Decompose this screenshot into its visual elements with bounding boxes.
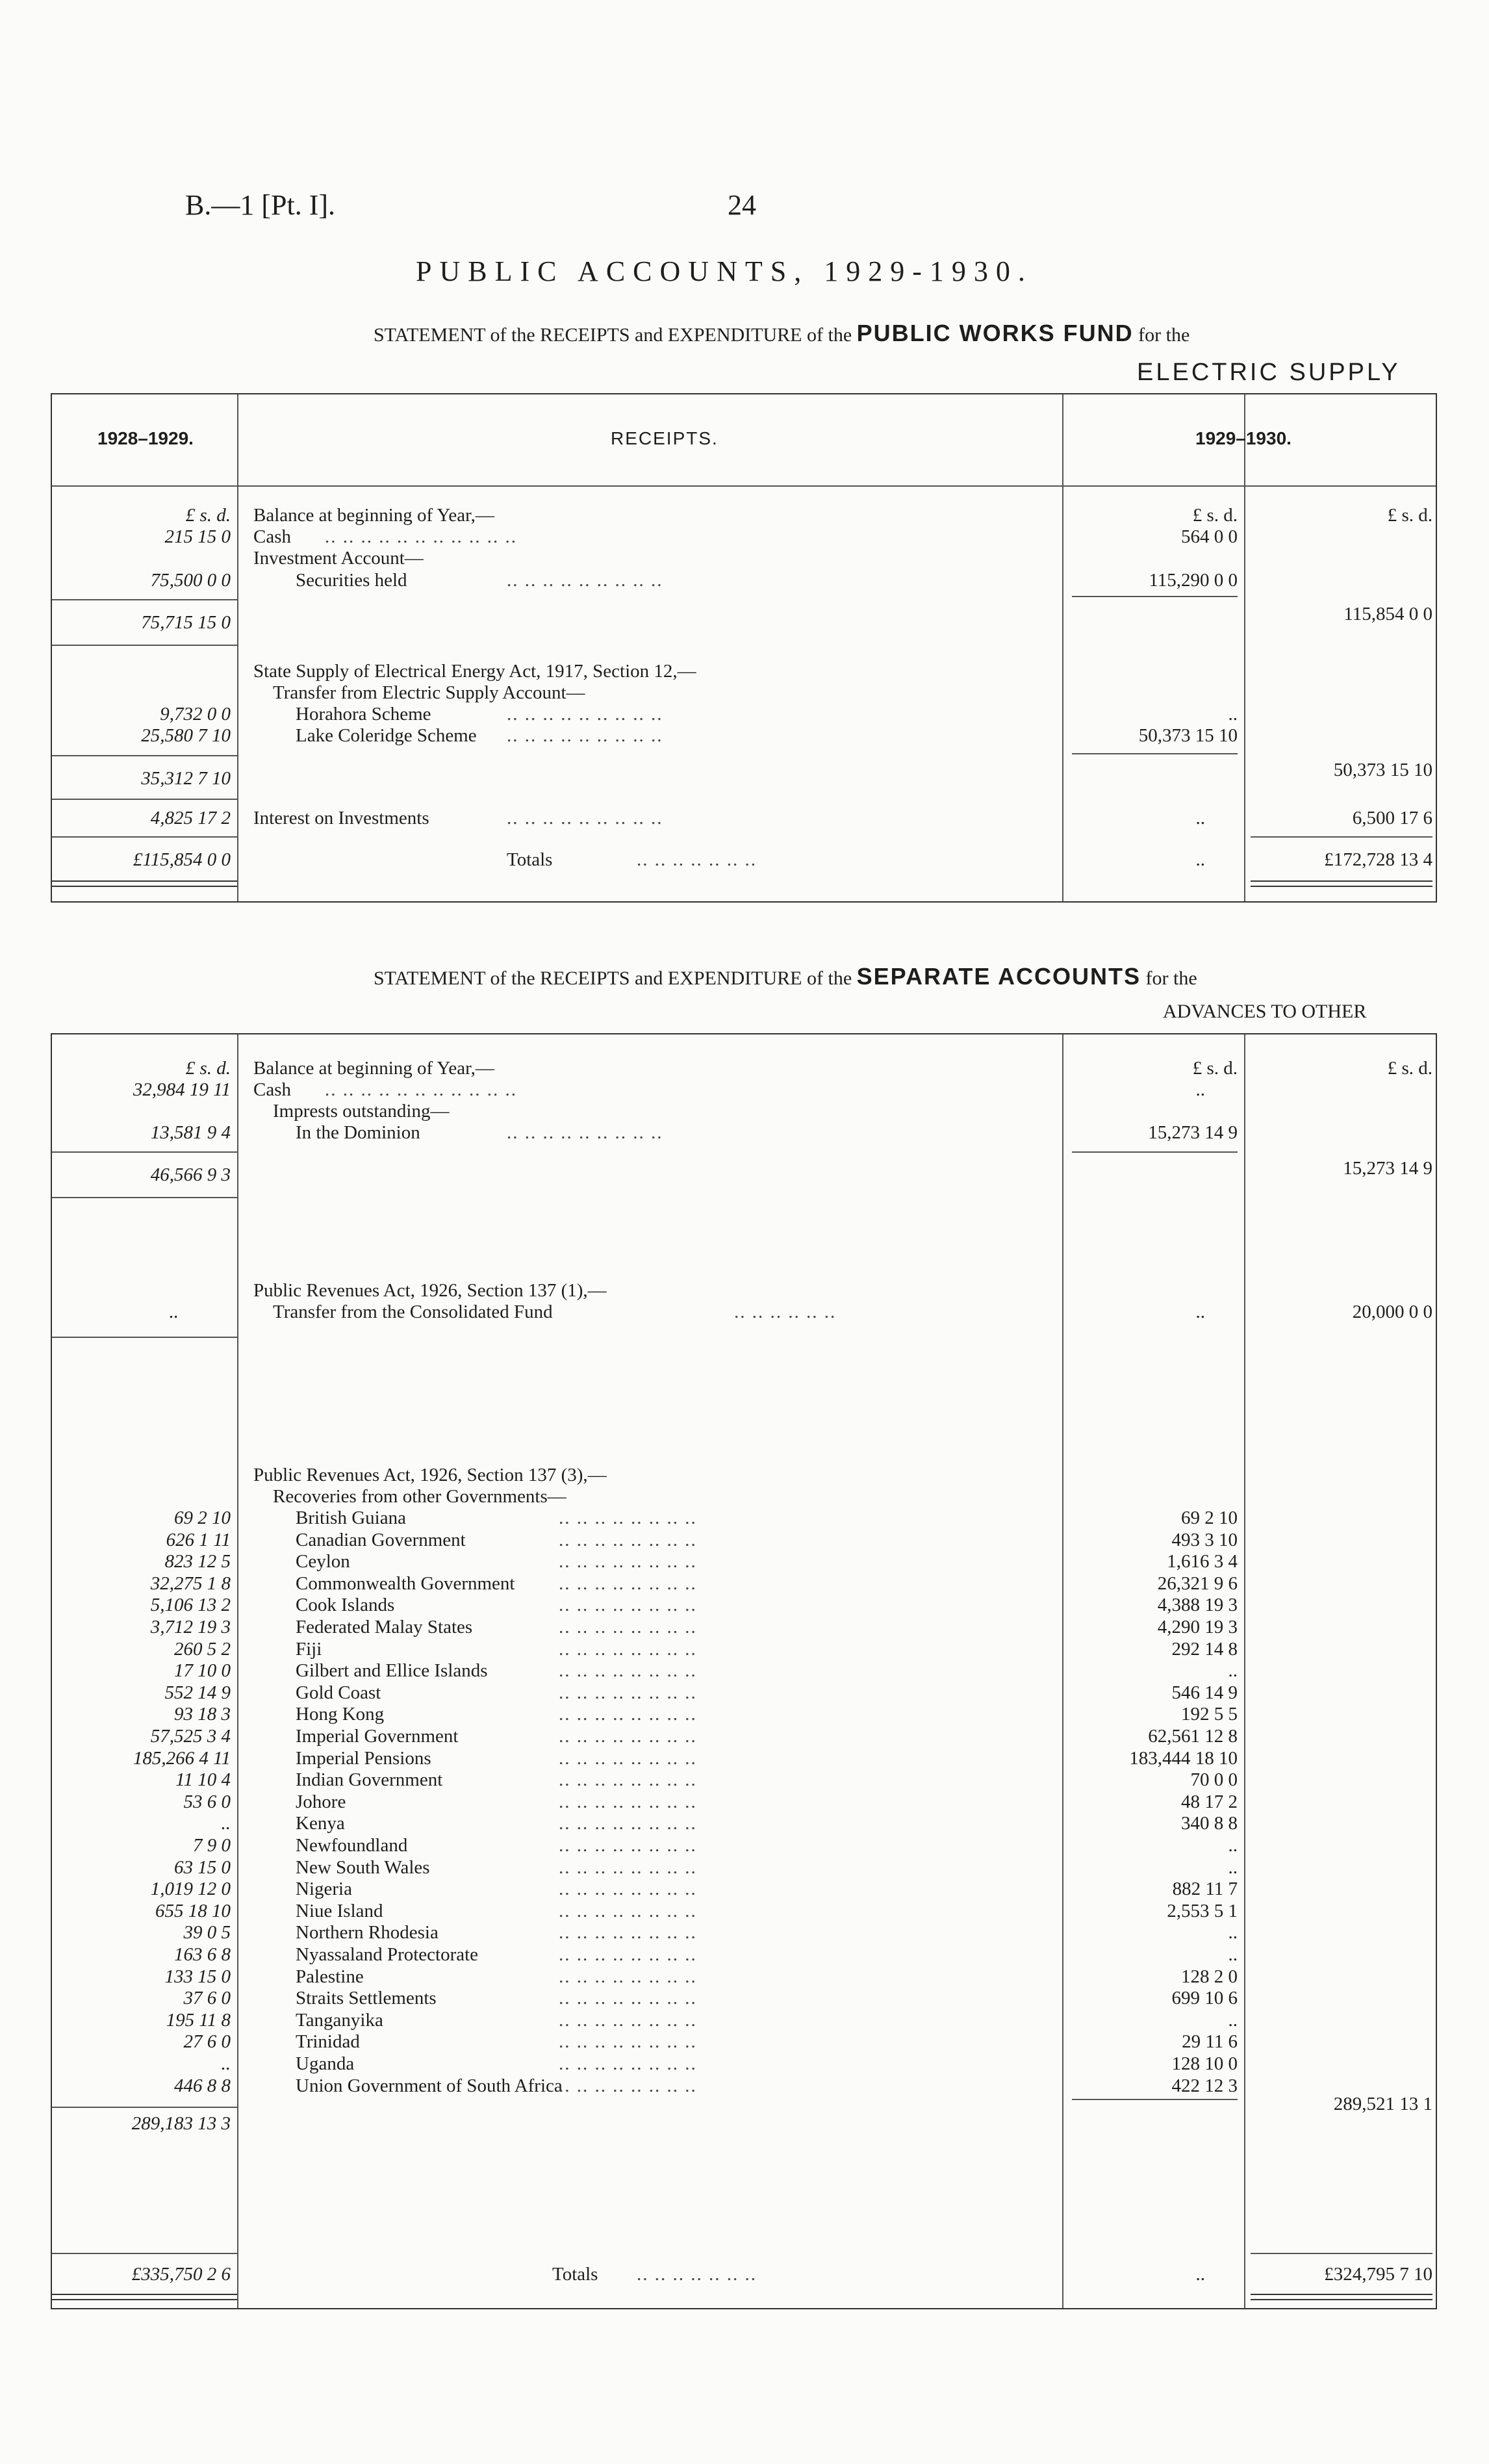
recovery-prev-value: 39 0 5 — [183, 1922, 231, 1943]
statement1-totals-prev: £115,854 0 0 — [133, 849, 231, 870]
statement1-col-curr-year: 1929–1930. — [1195, 428, 1292, 448]
recovery-prev-value: 823 12 5 — [164, 1551, 231, 1572]
leader-dots: .. .. .. .. .. .. .. .. — [559, 1530, 697, 1550]
leader-dots: .. .. .. .. .. .. .. .. — [559, 1988, 697, 2008]
leader-dots: .. .. .. .. .. .. .. .. — [559, 1660, 697, 1681]
leader-dots: .. .. .. .. .. .. .. .. .. — [507, 1122, 663, 1143]
leader-dots: .. .. .. .. .. .. .. .. — [559, 1791, 697, 1812]
statement1-interest-prev: 4,825 17 2 — [150, 808, 231, 828]
leader-dots: .. .. .. .. .. .. .. .. — [559, 1682, 697, 1703]
recovery-government-name: Federated Malay States — [296, 1617, 473, 1637]
statement1-unit-prev: £ s. d. — [185, 505, 231, 526]
recovery-government-name: Ceylon — [296, 1551, 350, 1572]
statement1-horahora-label: Horahora Scheme — [296, 704, 431, 725]
recovery-government-name: Union Government of South Africa — [296, 2075, 563, 2096]
statement1-coleridge-cur: 50,373 15 10 — [1138, 725, 1238, 746]
recovery-cur-value: .. — [1228, 1922, 1238, 1943]
leader-dots: .. .. .. .. .. .. .. .. — [559, 2053, 697, 2074]
recovery-government-name: Canadian Government — [296, 1530, 466, 1550]
statement1-interest-cur-a: .. — [1195, 808, 1205, 828]
statement2-totals-label: Totals — [552, 2264, 598, 2285]
recovery-cur-value: .. — [1228, 1835, 1238, 1856]
recovery-prev-value: 37 6 0 — [183, 1988, 231, 2008]
statement1-subtitle: ELECTRIC SUPPLY — [1137, 359, 1401, 386]
leader-dots: .. .. .. .. .. .. .. .. — [559, 1857, 697, 1878]
leader-dots: .. .. .. .. .. .. .. .. — [559, 1944, 697, 1965]
recovery-cur-value: 4,388 19 3 — [1157, 1595, 1238, 1615]
recovery-prev-value: 260 5 2 — [174, 1639, 231, 1660]
statement1-cash-cur: 564 0 0 — [1181, 526, 1238, 547]
recovery-cur-value: 26,321 9 6 — [1157, 1573, 1238, 1594]
leader-dots: .. .. .. .. .. .. .. .. — [559, 1595, 697, 1615]
statement2-act3-heading: Public Revenues Act, 1926, Section 137 (3),— — [253, 1465, 607, 1485]
statement1-horahora-prev: 9,732 0 0 — [160, 704, 231, 725]
statement1-totals-cur-b: £172,728 13 4 — [1324, 849, 1432, 870]
statement2-totals-cur-b: £324,795 7 10 — [1324, 2264, 1432, 2285]
recovery-cur-value: 1,616 3 4 — [1167, 1551, 1238, 1572]
statement2-balance-heading: Balance at beginning of Year,— — [253, 1058, 494, 1079]
recovery-government-name: Cook Islands — [296, 1595, 395, 1615]
statement2-intro-plain: STATEMENT of the RECEIPTS and EXPENDITURE of the — [374, 968, 852, 989]
recovery-government-name: Fiji — [296, 1639, 322, 1660]
recovery-prev-value: 185,266 4 11 — [133, 1748, 231, 1769]
statement2-balance-total-cur: 15,273 14 9 — [1343, 1158, 1432, 1179]
recovery-government-name: Commonwealth Government — [296, 1573, 515, 1594]
statement2-intro — [374, 963, 1197, 990]
recovery-cur-value: 882 11 7 — [1172, 1879, 1238, 1899]
leader-dots: .. .. .. .. .. .. .. .. .. — [507, 725, 663, 746]
leader-dots: .. .. .. .. .. .. .. .. — [559, 1726, 697, 1747]
recovery-prev-value: 27 6 0 — [183, 2031, 231, 2052]
statement1-cash-prev: 215 15 0 — [164, 526, 231, 547]
recovery-government-name: Indian Government — [296, 1769, 443, 1790]
recovery-government-name: Newfoundland — [296, 1835, 408, 1856]
page-number: 24 — [728, 189, 756, 221]
recovery-government-name: Kenya — [296, 1813, 345, 1834]
recovery-cur-value: 699 10 6 — [1171, 1988, 1238, 2008]
recovery-cur-value: 70 0 0 — [1190, 1769, 1238, 1790]
statement1-act-total-cur: 50,373 15 10 — [1333, 760, 1432, 780]
leader-dots: .. .. .. .. .. .. .. .. — [559, 2031, 697, 2052]
recovery-cur-value: 192 5 5 — [1181, 1704, 1238, 1725]
recovery-government-name: Palestine — [296, 1966, 364, 1987]
statement2-cash-prev: 32,984 19 11 — [133, 1079, 231, 1100]
statement1-coleridge-prev: 25,580 7 10 — [141, 725, 231, 746]
recovery-prev-value: 195 11 8 — [166, 2010, 231, 2031]
recovery-prev-value: 5,106 13 2 — [150, 1595, 231, 1615]
statement2-act1-prev: .. — [169, 1302, 179, 1322]
recovery-government-name: Niue Island — [296, 1901, 383, 1921]
statement2-unit-cur-b: £ s. d. — [1387, 1058, 1432, 1079]
statement1-transfer-label: Transfer from Electric Supply Account— — [273, 682, 585, 703]
statement2-account-name: SEPARATE ACCOUNTS — [856, 963, 1141, 990]
statement1-securities-label: Securities held — [296, 570, 407, 591]
statement2-recoveries-subtotal-prev: 289,183 13 3 — [131, 2113, 231, 2134]
statement2-act1-transfer-label: Transfer from the Consolidated Fund — [273, 1302, 553, 1322]
recovery-cur-value: 183,444 18 10 — [1129, 1748, 1238, 1769]
recovery-government-name: Nigeria — [296, 1879, 352, 1899]
series-reference: B.—1 [Pt. I]. — [185, 189, 335, 221]
statement1-table — [51, 393, 1437, 903]
recovery-prev-value: .. — [221, 2053, 231, 2074]
recovery-prev-value: 69 2 10 — [174, 1508, 231, 1528]
recovery-cur-value: 2,553 5 1 — [1167, 1901, 1238, 1921]
leader-dots: .. .. .. .. .. .. .. .. — [559, 1704, 697, 1725]
statement2-intro-tail: for the — [1145, 968, 1197, 989]
statement2-totals-cur-a: .. — [1195, 2264, 1205, 2285]
leader-dots: .. .. .. .. .. .. .. .. — [559, 1879, 697, 1899]
recovery-prev-value: 3,712 19 3 — [150, 1617, 231, 1637]
leader-dots: .. .. .. .. .. .. .. .. — [559, 1748, 697, 1769]
recovery-cur-value: 340 8 8 — [1181, 1813, 1238, 1834]
leader-dots: .. .. .. .. .. .. .. — [637, 2264, 757, 2285]
recovery-government-name: New South Wales — [296, 1857, 430, 1878]
statement1-intro-plain: STATEMENT of the RECEIPTS and EXPENDITURE of the — [374, 324, 852, 346]
recovery-government-name: Imperial Government — [296, 1726, 459, 1747]
recovery-cur-value: .. — [1228, 1660, 1238, 1681]
recovery-cur-value: 292 14 8 — [1171, 1639, 1238, 1660]
statement2-cash-cur: .. — [1195, 1079, 1205, 1100]
recovery-prev-value: 63 15 0 — [174, 1857, 231, 1878]
recovery-cur-value: 69 2 10 — [1181, 1508, 1238, 1528]
leader-dots: .. .. .. .. .. .. .. .. — [559, 2010, 697, 2031]
recovery-prev-value: 11 10 4 — [175, 1769, 231, 1790]
statement2-balance-subtotal-prev: 46,566 9 3 — [150, 1164, 231, 1185]
recovery-cur-value: 4,290 19 3 — [1157, 1617, 1238, 1637]
statement1-act-heading: State Supply of Electrical Energy Act, 1917, Section 12,— — [253, 661, 696, 682]
leader-dots: .. .. .. .. .. .. .. .. — [559, 1617, 697, 1637]
leader-dots: .. .. .. .. .. .. .. .. — [559, 1901, 697, 1921]
recovery-government-name: Nyassaland Protectorate — [296, 1944, 479, 1965]
statement2-dominion-prev: 13,581 9 4 — [150, 1122, 231, 1143]
recovery-prev-value: 17 10 0 — [174, 1660, 231, 1681]
statement2-act1-cur-b: 20,000 0 0 — [1352, 1302, 1432, 1322]
leader-dots: .. .. .. .. .. .. .. .. .. — [507, 570, 663, 591]
recovery-prev-value: 446 8 8 — [174, 2075, 231, 2096]
leader-dots: .. .. .. .. .. .. .. .. — [559, 1922, 697, 1943]
statement1-unit-cur-a: £ s. d. — [1192, 505, 1238, 526]
statement1-col-receipts: RECEIPTS. — [611, 428, 719, 448]
recovery-prev-value: 655 18 10 — [155, 1901, 231, 1921]
statement2-recoveries-total-cur: 289,521 13 1 — [1333, 2094, 1432, 2114]
statement1-securities-prev: 75,500 0 0 — [150, 570, 231, 591]
recovery-prev-value: 53 6 0 — [183, 1791, 231, 1812]
statement2-act1-cur-a: .. — [1195, 1302, 1205, 1322]
recovery-prev-value: .. — [221, 1813, 231, 1834]
recovery-cur-value: 422 12 3 — [1171, 2075, 1238, 2096]
statement2-act1-heading: Public Revenues Act, 1926, Section 137 (1),— — [253, 1280, 607, 1301]
statement1-col-prev-year: 1928–1929. — [97, 428, 194, 448]
recovery-prev-value: 32,275 1 8 — [150, 1573, 231, 1594]
recovery-cur-value: 128 10 0 — [1171, 2053, 1238, 2074]
leader-dots: .. .. .. .. .. .. .. .. — [559, 1835, 697, 1856]
leader-dots: .. .. .. .. .. .. .. .. — [559, 1551, 697, 1572]
statement2-imprests-label: Imprests outstanding— — [273, 1101, 450, 1122]
statement1-coleridge-label: Lake Coleridge Scheme — [296, 725, 477, 746]
recovery-prev-value: 626 1 11 — [166, 1530, 231, 1550]
statement1-balance-heading: Balance at beginning of Year,— — [253, 505, 494, 526]
recovery-cur-value: 29 11 6 — [1182, 2031, 1238, 2052]
recovery-cur-value: 62,561 12 8 — [1148, 1726, 1238, 1747]
statement2-dominion-cur: 15,273 14 9 — [1148, 1122, 1238, 1143]
recovery-government-name: Tanganyika — [296, 2010, 383, 2031]
statement1-unit-cur-b: £ s. d. — [1387, 505, 1432, 526]
statement1-balance-total-cur: 115,854 0 0 — [1343, 604, 1432, 624]
statement1-cash-label: Cash — [253, 526, 291, 547]
leader-dots: .. .. .. .. .. .. .. .. — [559, 1813, 697, 1834]
statement2-table — [51, 1033, 1437, 2309]
recovery-government-name: Johore — [296, 1791, 346, 1812]
recovery-cur-value: 493 3 10 — [1171, 1530, 1238, 1550]
statement2-unit-cur-a: £ s. d. — [1192, 1058, 1238, 1079]
recovery-prev-value: 552 14 9 — [164, 1682, 231, 1703]
recovery-cur-value: 128 2 0 — [1181, 1966, 1238, 1987]
leader-dots: .. .. .. .. .. .. .. .. .. .. .. — [325, 526, 517, 547]
recovery-cur-value: .. — [1228, 1857, 1238, 1878]
leader-dots: .. .. .. .. .. .. .. .. .. .. .. — [325, 1079, 517, 1100]
leader-dots: .. .. .. .. .. .. — [734, 1302, 837, 1322]
statement2-unit-prev: £ s. d. — [185, 1058, 231, 1079]
leader-dots: .. .. .. .. .. .. .. .. — [559, 1639, 697, 1660]
leader-dots: .. .. .. .. .. .. .. — [637, 849, 757, 870]
statement2-subtitle: ADVANCES TO OTHER — [1163, 1001, 1367, 1022]
statement1-totals-label: Totals — [507, 849, 553, 870]
recovery-prev-value: 1,019 12 0 — [150, 1879, 231, 1899]
recovery-prev-value: 133 15 0 — [164, 1966, 231, 1987]
statement1-interest-label: Interest on Investments — [253, 808, 429, 828]
leader-dots: .. .. .. .. .. .. .. .. .. — [507, 704, 663, 725]
recovery-government-name: Northern Rhodesia — [296, 1922, 439, 1943]
statement2-totals-prev: £335,750 2 6 — [131, 2264, 231, 2285]
leader-dots: .. .. .. .. .. .. .. .. .. — [507, 808, 663, 828]
recovery-government-name: Straits Settlements — [296, 1988, 437, 2008]
leader-dots: .. .. .. .. .. .. .. .. — [559, 1573, 697, 1594]
recovery-government-name: Gold Coast — [296, 1682, 381, 1703]
recovery-government-name: Hong Kong — [296, 1704, 385, 1725]
recovery-government-name: Imperial Pensions — [296, 1748, 431, 1769]
recovery-prev-value: 57,525 3 4 — [150, 1726, 231, 1747]
recovery-government-name: Trinidad — [296, 2031, 360, 2052]
page-title: PUBLIC ACCOUNTS, 1929-1930. — [416, 255, 1033, 287]
statement2-dominion-label: In the Dominion — [296, 1122, 420, 1143]
statement1-balance-subtotal-prev: 75,715 15 0 — [141, 612, 231, 633]
recovery-cur-value: 48 17 2 — [1181, 1791, 1238, 1812]
statement1-totals-cur-a: .. — [1195, 849, 1205, 870]
recovery-cur-value: .. — [1228, 2010, 1238, 2031]
statement1-securities-cur: 115,290 0 0 — [1149, 570, 1238, 591]
statement1-fund-name: PUBLIC WORKS FUND — [856, 320, 1134, 346]
statement1-interest-cur-b: 6,500 17 6 — [1352, 808, 1432, 828]
leader-dots: .. .. .. .. .. .. .. .. — [559, 1508, 697, 1528]
statement1-act-subtotal-prev: 35,312 7 10 — [141, 768, 231, 789]
leader-dots: .. .. .. .. .. .. .. .. — [559, 2075, 697, 2096]
recovery-cur-value: .. — [1228, 1944, 1238, 1965]
statement2-cash-label: Cash — [253, 1079, 291, 1100]
statement1-horahora-cur: .. — [1228, 704, 1238, 725]
statement2-act3-sub: Recoveries from other Governments— — [273, 1486, 566, 1507]
recovery-prev-value: 163 6 8 — [174, 1944, 231, 1965]
recovery-government-name: Uganda — [296, 2053, 355, 2074]
recovery-cur-value: 546 14 9 — [1171, 1682, 1238, 1703]
recovery-government-name: British Guiana — [296, 1508, 406, 1528]
leader-dots: .. .. .. .. .. .. .. .. — [559, 1769, 697, 1790]
recovery-prev-value: 93 18 3 — [174, 1704, 231, 1725]
recovery-government-name: Gilbert and Ellice Islands — [296, 1660, 488, 1681]
statement1-investment-label: Investment Account— — [253, 548, 424, 569]
leader-dots: .. .. .. .. .. .. .. .. — [559, 1966, 697, 1987]
statement1-intro — [374, 320, 1190, 347]
recovery-prev-value: 7 9 0 — [193, 1835, 231, 1856]
statement1-intro-tail: for the — [1138, 324, 1190, 346]
